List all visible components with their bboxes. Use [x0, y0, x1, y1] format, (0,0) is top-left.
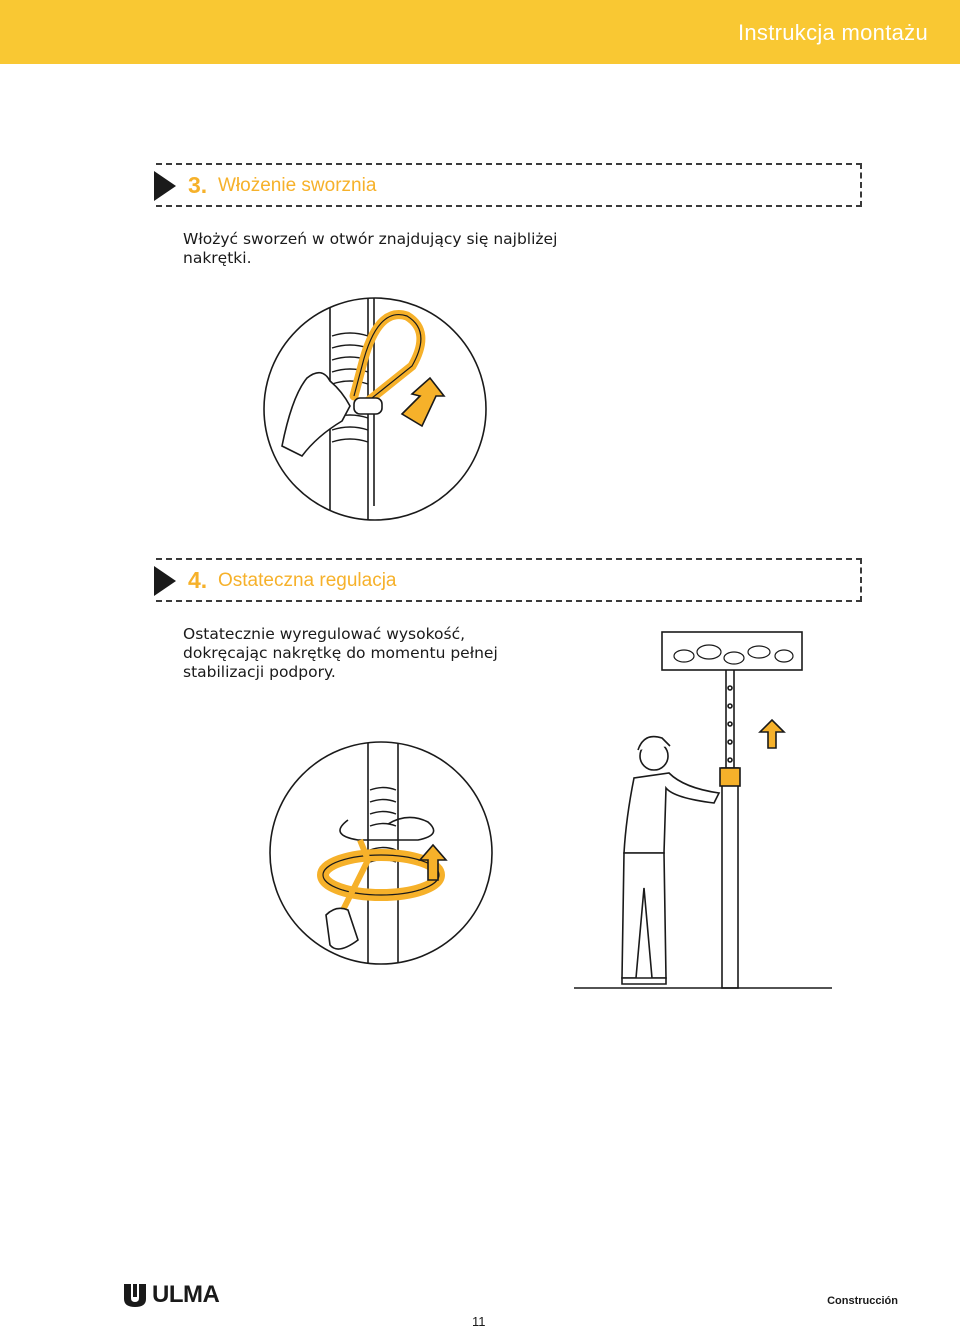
step-3-number: 3. [188, 172, 208, 198]
step-3-text-line: Włożyć sworzeń w otwór znajdujący się najbliżej [183, 230, 558, 248]
step-3-text-line: nakrętki. [183, 249, 252, 267]
header-title: Instrukcja montażu [737, 20, 928, 45]
step-4-text-line: stabilizacji podpory. [183, 663, 336, 681]
ulma-logo-icon [122, 1282, 148, 1308]
header-bar [0, 0, 960, 64]
step-3-text [183, 230, 557, 268]
step-arrow-icon [154, 171, 176, 201]
step-4-text [183, 625, 498, 682]
nut-tightening-illustration [268, 740, 494, 966]
step-4-title: Ostateczna regulacja [218, 570, 397, 591]
step-4-number: 4. [188, 567, 208, 593]
brand-subtitle: Construcción [827, 1295, 898, 1307]
page-number: 11 [472, 1314, 486, 1329]
pin-insertion-illustration [262, 296, 488, 522]
worker-adjusting-prop-illustration [574, 628, 832, 992]
ulma-logo [122, 1281, 219, 1309]
step-arrow-icon [154, 566, 176, 596]
step-4-text-line: dokręcając nakrętkę do momentu pełnej [183, 644, 498, 662]
step-3-title: Włożenie sworznia [218, 175, 377, 196]
step-4-text-line: Ostatecznie wyregulować wysokość, [183, 625, 466, 643]
logo-text: ULMA [152, 1281, 220, 1308]
